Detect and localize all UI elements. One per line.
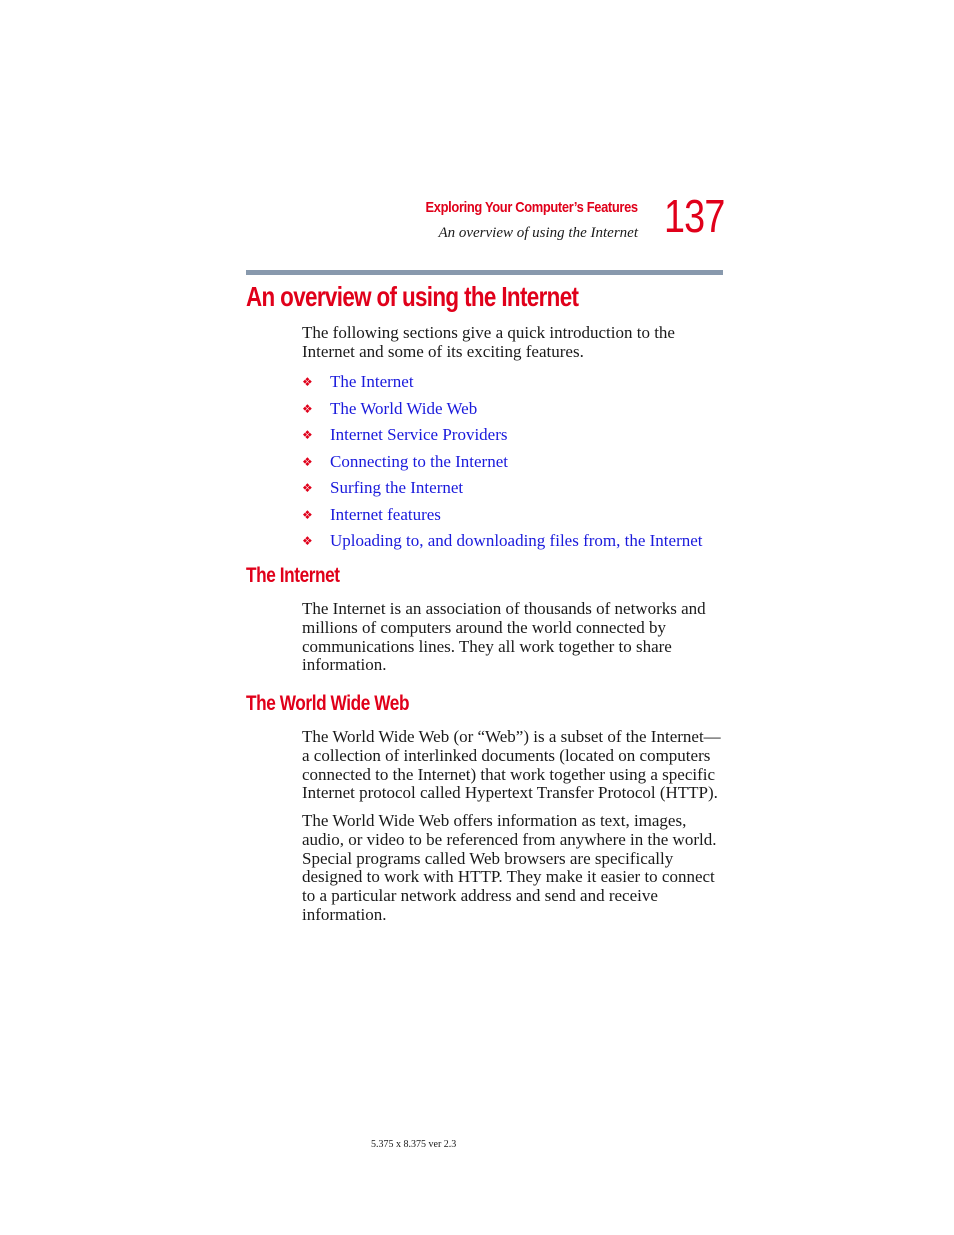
link-world-wide-web[interactable]: The World Wide Web (330, 398, 478, 418)
list-item (302, 502, 703, 529)
list-item (302, 422, 703, 449)
link-the-internet[interactable]: The Internet (330, 372, 414, 392)
heading-the-internet: The Internet (246, 564, 340, 587)
diamond-bullet-icon: ❖ (302, 401, 313, 416)
diamond-bullet-icon: ❖ (302, 375, 313, 390)
list-item (302, 396, 703, 423)
running-header (391, 198, 638, 243)
page-title: An overview of using the Internet (246, 281, 579, 312)
link-internet-features[interactable]: Internet features (330, 504, 441, 524)
heading-rule (246, 270, 723, 275)
internet-paragraph: The Internet is an association of thousands of networks and millions of computers around the world connected by communications lines. They all work together to share information. (302, 599, 706, 675)
list-item (302, 475, 703, 502)
link-surfing-the-internet[interactable]: Surfing the Internet (330, 478, 464, 498)
list-item (302, 528, 703, 555)
diamond-bullet-icon: ❖ (302, 507, 313, 522)
version-footer: 5.375 x 8.375 ver 2.3 (371, 1139, 457, 1150)
www-paragraph-1: The World Wide Web (or “Web”) is a subset of the Internet—a collection of interlinked documents (located on computers connected to the Internet) that work together using a specific Internet protocol called Hypertext Transfer Protocol (HTTP). (302, 727, 721, 803)
page-number: 137 (664, 190, 725, 242)
diamond-bullet-icon: ❖ (302, 534, 313, 549)
topic-link-list (302, 369, 703, 555)
diamond-bullet-icon: ❖ (302, 481, 313, 496)
diamond-bullet-icon: ❖ (302, 454, 313, 469)
intro-paragraph: The following sections give a quick introduction to the Internet and some of its exciting features. (302, 323, 675, 361)
list-item (302, 369, 703, 396)
chapter-title: Exploring Your Computer’s Features (425, 199, 638, 216)
link-internet-service-providers[interactable]: Internet Service Providers (330, 425, 508, 445)
list-item (302, 449, 703, 476)
section-subtitle: An overview of using the Internet (438, 225, 638, 241)
link-uploading-downloading[interactable]: Uploading to, and downloading files from, the Internet (330, 531, 703, 551)
heading-world-wide-web: The World Wide Web (246, 692, 410, 715)
link-connecting-to-internet[interactable]: Connecting to the Internet (330, 451, 508, 471)
diamond-bullet-icon: ❖ (302, 428, 313, 443)
www-paragraph-2: The World Wide Web offers information as text, images, audio, or video to be referenced from anywhere in the world. Special programs called Web browsers are specifically designed to work with HTTP. They make it easier to connect to a particular network address and send and receive information. (302, 811, 717, 924)
